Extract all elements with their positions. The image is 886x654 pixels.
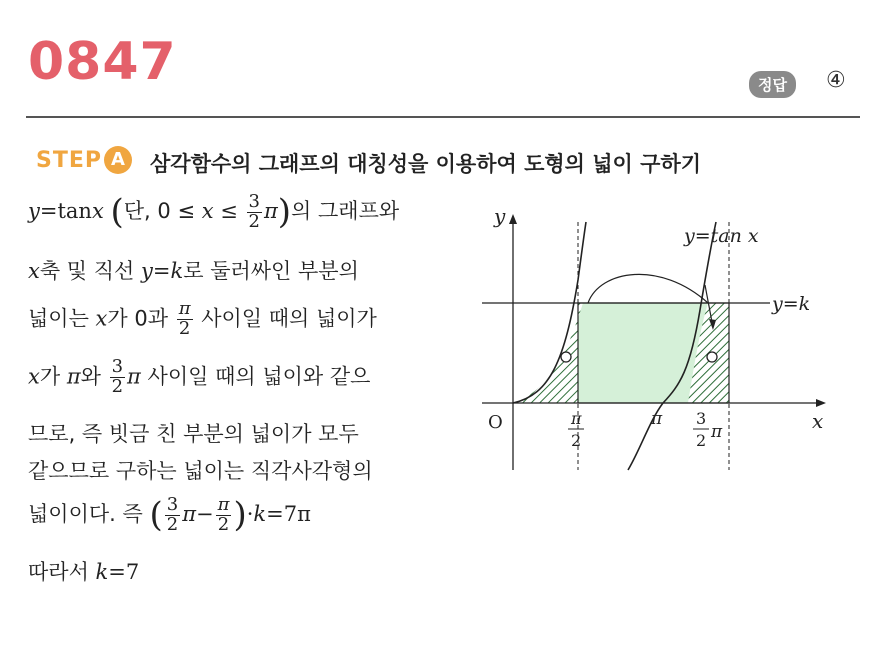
y-axis-label: y (494, 204, 506, 228)
solution-line-6: 같으므로 구하는 넓이는 직각사각형의 (28, 459, 373, 483)
marker-circle-left (561, 352, 571, 362)
math-text: 로 둘러싸인 부분의 (183, 259, 359, 283)
math-text: 가 0과 (107, 306, 175, 331)
math-text: =7 (108, 560, 140, 584)
tick-3pi-half-den: 2 (696, 431, 707, 450)
math-text: 와 (80, 364, 108, 389)
math-text: 넓이는 (28, 306, 96, 331)
tick-pi-half-den: 2 (571, 431, 582, 450)
tick-pi-half-num: π (571, 409, 582, 428)
y-axis-arrow-icon (509, 214, 517, 224)
problem-number: 0847 (28, 32, 177, 92)
paren: ) (277, 192, 292, 232)
fraction-pi-2: $\frac{\pi}{2}$ (217, 493, 230, 535)
math-text: = (152, 259, 171, 283)
math-text: 넓이이다. 즉 (28, 502, 150, 526)
math-text: 가 (39, 364, 67, 389)
tangent-graph (470, 195, 840, 475)
math-var: y (28, 199, 40, 223)
paren: ( (149, 495, 163, 535)
tick-pi: π (651, 409, 663, 429)
math-var: k (253, 502, 267, 526)
math-text: · (246, 502, 254, 526)
solution-line-1 (28, 192, 399, 232)
x-axis-arrow-icon (816, 399, 826, 407)
math-var: k (170, 259, 184, 283)
header-divider (26, 116, 860, 118)
fraction-3-2: $\frac{3}{2}$ (111, 356, 124, 397)
math-var: y (141, 259, 153, 283)
solution-line-2 (28, 255, 359, 285)
math-var: π (127, 364, 141, 389)
hatched-region-left (513, 303, 583, 403)
math-var: π (263, 199, 278, 223)
paren: ( (110, 192, 124, 232)
math-text: 따라서 (28, 560, 96, 584)
math-text: 단, 0 ≤ (123, 199, 202, 223)
solution-line-8 (28, 556, 139, 586)
step-title: 삼각함수의 그래프의 대칭성을 이용하여 도형의 넓이 구하기 (150, 152, 702, 176)
math-var: x (95, 306, 108, 331)
answer-badge: 정답 (749, 71, 796, 98)
math-var: k (95, 560, 109, 584)
math-var: π (66, 364, 81, 389)
marker-circle-right (707, 352, 717, 362)
transfer-arc (588, 274, 708, 303)
math-var: x (28, 364, 40, 389)
math-text: 사이일 때의 넓이와 같으 (140, 364, 371, 389)
tick-3pi-half-pi: π (711, 422, 723, 442)
math-var: x (91, 199, 104, 223)
math-text: 의 그래프와 (291, 199, 400, 223)
x-axis-label: x (812, 409, 824, 433)
fraction-3-2: $\frac{3}{2}$ (248, 190, 260, 232)
step-label: STEP (36, 148, 103, 173)
solution-line-5: 므로, 즉 빗금 친 부분의 넓이가 모두 (28, 422, 359, 446)
solution-line-3 (28, 300, 377, 339)
fraction-3-2: $\frac{3}{2}$ (166, 493, 179, 535)
math-var: π− (182, 502, 214, 526)
solution-line-4 (28, 358, 370, 397)
solution-line-7 (28, 495, 311, 535)
fraction-pi-2: $\frac{\pi}{2}$ (178, 298, 191, 339)
tick-3pi-half-num: 3 (696, 409, 707, 428)
math-var: x (201, 199, 214, 223)
step-letter-badge: A (104, 146, 132, 174)
math-text: ≤ (213, 199, 245, 223)
curve-label: y=tan x (684, 225, 759, 247)
line-label: y=k (772, 293, 811, 315)
math-var: x (28, 259, 40, 283)
math-text: =tan (39, 199, 92, 223)
math-text: =7π (266, 502, 311, 526)
answer-value: ④ (826, 68, 846, 93)
origin-label: O (488, 412, 503, 433)
math-text: 사이일 때의 넓이가 (194, 306, 377, 331)
math-text: 축 및 직선 (39, 259, 142, 283)
paren: ) (233, 495, 247, 535)
